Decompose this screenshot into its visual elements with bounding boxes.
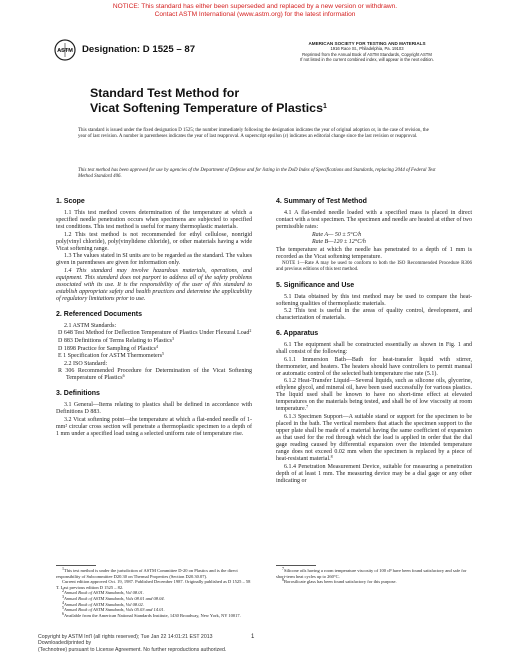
- para-6-1: 6.1 The equipment shall be constructed essentially as shown in Fig. 1 and shall consist of the following:: [276, 342, 472, 356]
- publisher-address: 1916 Race St., Philadelphia, Pa. 19103: [330, 46, 404, 52]
- rate-a: Rate A— 50 ± 5°C/h: [312, 231, 362, 238]
- para-6-1-1: 6.1.1 Immersion Bath—Bath for heat-transfer liquid with stirrer, thermometer, and heaters. The heaters should have controllers to permit manual or automatic control of the selected bath temperature rise rate (5.1).: [276, 356, 472, 377]
- footnote-1-cont: Current edition approved Oct. 19, 1987. Published December 1987. Originally published as D 1525 – 58 T. Last previous edition D 1525 – 82.: [56, 579, 251, 590]
- approval-paragraph: This test method has been approved for use by agencies of the Department of Defense and for listing in the DoD Index of Specifications and Standards, replacing 2044 of Federal Test Method Standard 406.: [78, 168, 436, 180]
- note-1: NOTE 1—Rate A may be used to conform to both the ISO Recommended Procedure R306 and previous editions of this test method.: [276, 261, 472, 273]
- para-1-4: 1.4 This standard may involve hazardous materials, operations, and equipment. This standard does not purport to address all of the safety problems associated with its use. It is the responsibility of the user of this standard to establish appropriate safety and health practices and determine the applicability of regulatory limitations prior to use.: [56, 267, 252, 302]
- right-column: [276, 198, 472, 485]
- footnotes-left: [56, 568, 252, 618]
- para-1-2: 1.2 This test method is not recommended for ethyl cellulose, nonrigid poly(vinyl chloride), poly(vinylidene chloride), or other materials having a wide Vicat softening range.: [56, 231, 252, 252]
- issuance-paragraph: This standard is issued under the fixed designation D 1525; the number immediately following the designation indicates the year of original adoption or, in the case of revision, the year of last revision. A number in parentheses indicates the year of last reapproval. A superscript epsilon (ε) indicates an editorial change since the last revision or reapproval.: [78, 128, 429, 140]
- ref-d883: D 883 Definitions of Terms Relating to Plastics$^3$: [58, 335, 174, 344]
- notice-line-1: NOTICE: This standard has either been superseded and replaced by a new version or withdrawn.: [112, 3, 398, 10]
- section-4-heading: 4. Summary of Test Method: [276, 198, 367, 205]
- para-6-1-3: 6.1.3 Specimen Support—A suitable stand or support for the specimen to be placed in the bath. The vertical members that attach the specimen support to the upper plate shall be made of a material having the same coefficient of expansion as that used for the rod through which the load is applied in order that the dial gage reading caused by differential expansion over the intended temperature range does not exceed 0.02 mm when the specimen is replaced by a piece of heat-resistant material.$^8$: [276, 413, 472, 462]
- para-1-3: 1.3 The values stated in SI units are to be regarded as the standard. The values given in parentheses are given for information only.: [56, 253, 252, 267]
- ref-e1: E 1 Specification for ASTM Thermometers$^5$: [58, 351, 165, 360]
- rate-b: Rate B—120 ± 12°C/h: [312, 239, 366, 246]
- para-5-2: 5.2 This test is useful in the areas of quality control, development, and characterization of materials.: [276, 308, 472, 322]
- footnote-1: $^1$This test method is under the jurisdiction of ASTM Committee D-20 on Plastics and is the direct responsibility of Subcommittee D20.30 on Thermal Properties (Section D20.30.07).: [56, 566, 238, 579]
- footnote-2: $^2$Annual Book of ASTM Standards, Vol 08.01.: [62, 588, 144, 596]
- footnote-3: $^3$Annual Book of ASTM Standards, Vols 08.01 and 08.04.: [62, 593, 165, 601]
- footnote-4: $^4$Annual Book of ASTM Standards, Vol 08.02.: [62, 599, 144, 607]
- left-column: [56, 198, 252, 439]
- title-line-1: Standard Test Method for: [90, 86, 240, 100]
- para-3-1: 3.1 General—Items relating to plastics shall be defined in accordance with Definitions D 883.: [56, 402, 252, 416]
- section-6-heading: 6. Apparatus: [276, 330, 319, 338]
- para-6-1-2: 6.1.2 Heat-Transfer Liquid—Several liquids, such as silicone oils, glycerine, ethylene glycol, and mineral oil, have been used successfully for various plastics. The liquid used shall be known to have no short-time effect at elevated temperatures on the materials being tested, and shall be of low viscosity at room temperature.$^7$: [276, 378, 472, 413]
- publisher-notice: If not listed in the current combined index, will appear in the next edition.: [300, 56, 434, 62]
- download-line: Downloaded/printed by: [38, 640, 92, 647]
- copyright-line: Copyright by ASTM Int'l (all rights reserved); Tue Jan 22 14:01:21 EST 2013: [38, 634, 213, 640]
- para-4-1-cont: The temperature at which the needle has penetrated to a depth of 1 mm is recorded as the Vicat softening temperature.: [276, 246, 472, 260]
- para-1-1: 1.1 This test method covers determination of the temperature at which a specified needle penetration occurs when specimens are subjected to specified test conditions. This test method is useful for many thermoplastic materials.: [56, 210, 252, 230]
- footnotes-right: [276, 568, 472, 585]
- title-line-2: Vicat Softening Temperature of Plastics$^1$: [90, 101, 327, 115]
- para-2-2: 2.2 ISO Standard:: [64, 360, 108, 367]
- footnote-6: $^6$Available from the American National Standards Institute, 1430 Broadway, New York, NY 10017.: [62, 610, 241, 618]
- section-3-heading: 3. Definitions: [56, 390, 100, 398]
- document-title: [90, 86, 420, 116]
- footnote-8: $^8$Borosilicate glass has been found satisfactory for this purpose.: [282, 577, 397, 585]
- para-4-1: 4.1 A flat-ended needle loaded with a specified mass is placed in direct contact with a test specimen. The specimen and needle are heated at either of two permissible rates:: [276, 210, 472, 230]
- para-2-1: 2.1 ASTM Standards:: [64, 322, 117, 329]
- astm-logo-icon: [54, 39, 76, 61]
- section-2-heading: 2. Referenced Documents: [56, 310, 142, 318]
- supersede-notice: [0, 3, 510, 19]
- footnote-5: $^5$Annual Book of ASTM Standards, Vols 05.03 and 14.01.: [62, 605, 165, 613]
- license-line: (Technotree) pursuant to License Agreement. No further reproductions authorized.: [38, 646, 227, 653]
- para-5-1: 5.1 Data obtained by this test method may be used to compare the heat-softening qualities of thermoplastic materials.: [276, 293, 472, 307]
- ref-d648: D 648 Test Method for Deflection Temperature of Plastics Under Flexural Load$^2$: [58, 328, 252, 337]
- publisher-org: AMERICAN SOCIETY FOR TESTING AND MATERIALS: [308, 41, 426, 46]
- publisher-block: [262, 41, 472, 62]
- ref-r306: R 306 Recommended Procedure for Determination of the Vicat Softening Temperature of Plastics$^6$: [58, 368, 252, 382]
- section-1-heading: 1. Scope: [56, 198, 85, 205]
- designation: Designation: D 1525 – 87: [82, 44, 196, 55]
- svg-text:ASTM: ASTM: [57, 48, 73, 55]
- copyright-footer: [38, 634, 226, 653]
- publisher-reprint: Reprinted from the Annual Book of ASTM Standards, Copyright ASTM: [302, 51, 432, 57]
- ref-d1898: D 1898 Practice for Sampling of Plastics$^4$: [58, 343, 158, 352]
- section-5-heading: 5. Significance and Use: [276, 281, 355, 289]
- notice-line-2: Contact ASTM International (www.astm.org) for the latest information: [154, 11, 356, 18]
- para-6-1-4: 6.1.4 Penetration Measurement Device, suitable for measuring a penetration depth of at least 1 mm. The measuring device may be a dial gage or any other indicating or: [276, 463, 472, 484]
- footnote-7: $^7$Silicone oils having a room temperature viscosity of 100 cP have been found satisfactory and safe for short-term heat cycles up to 260°C.: [276, 566, 467, 579]
- page-number: 1: [251, 634, 255, 640]
- para-3-2: 3.2 Vicat softening point—the temperature at which a flat-ended needle of 1-mm² circular cross section will penetrate a thermoplastic specimen to a depth of 1 mm under a specified load using a selected uniform rate of temperature rise.: [56, 416, 252, 437]
